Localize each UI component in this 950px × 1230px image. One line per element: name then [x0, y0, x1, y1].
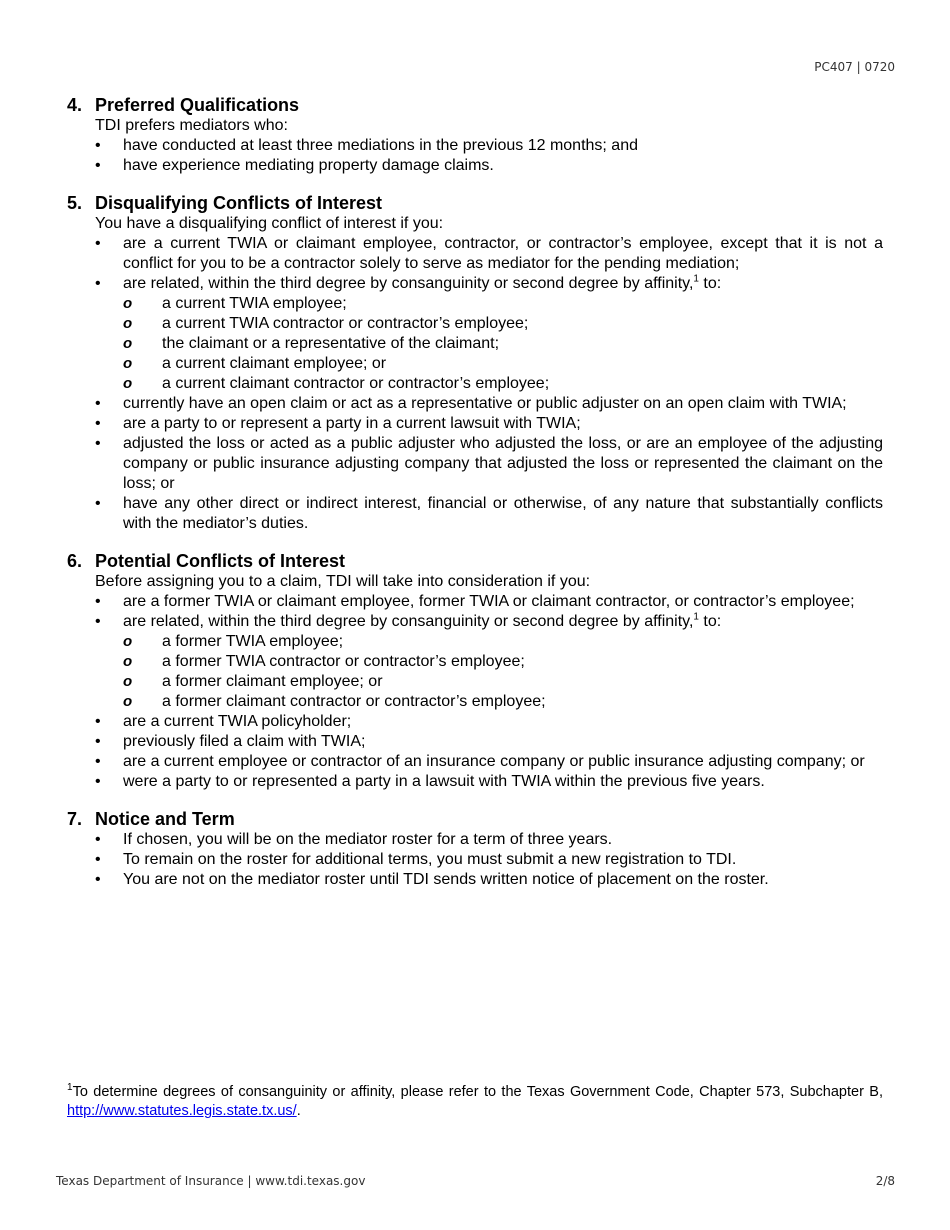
list-item	[95, 752, 883, 772]
list-item	[95, 712, 883, 732]
sub-list-item-text: a former claimant contractor or contractor’s employee;	[162, 693, 546, 710]
bullet-mark: •	[95, 415, 101, 432]
section-title: Preferred Qualifications	[95, 95, 300, 115]
footnote-ref: 1	[693, 611, 699, 623]
bullet-mark: •	[95, 713, 101, 730]
related-suffix: to:	[698, 275, 722, 292]
list-item-text: are a former TWIA or claimant employee, former TWIA or claimant contractor, or contractor’s employee;	[123, 593, 855, 610]
sub-list-item	[123, 374, 883, 394]
sub-bullet-mark: o	[123, 335, 133, 352]
section-number: 4.	[67, 95, 83, 115]
section-heading	[67, 808, 883, 830]
section-intro: Before assigning you to a claim, TDI will take into consideration if you:	[95, 573, 591, 590]
section-notice-and-term	[67, 808, 883, 890]
bullet-mark: •	[95, 871, 101, 888]
list-item-text: are a current employee or contractor of an insurance company or public insurance adjusting company; or	[123, 753, 865, 770]
sub-list-item	[123, 692, 883, 712]
page-number: 2/8	[875, 1174, 895, 1188]
section-heading	[67, 94, 883, 116]
list-item-text: adjusted the loss or acted as a public adjuster who adjusted the loss, or are an employee of the adjusting company or public insurance adjusting company that adjusted the loss or represented the claimant on the loss; or	[123, 435, 883, 492]
list-item	[95, 156, 883, 176]
list-item-text: To remain on the roster for additional terms, you must submit a new registration to TDI.	[123, 851, 737, 868]
sub-list-item-text: a current claimant contractor or contractor’s employee;	[162, 375, 550, 392]
list-item	[95, 494, 883, 534]
bullet-mark: •	[95, 831, 101, 848]
list-item	[95, 830, 883, 850]
sub-list-item-text: the claimant or a representative of the claimant;	[162, 335, 500, 352]
list-item	[95, 274, 883, 294]
sub-list-item	[123, 652, 883, 672]
section-title: Potential Conflicts of Interest	[95, 551, 346, 571]
bullet-mark: •	[95, 733, 101, 750]
list-item	[95, 234, 883, 274]
sub-bullet-mark: o	[123, 375, 133, 392]
list-item-text: are a current TWIA policyholder;	[123, 713, 352, 730]
document-body	[67, 94, 883, 906]
list-item-text	[123, 274, 721, 294]
footer-agency: Texas Department of Insurance | www.tdi.texas.gov	[56, 1174, 366, 1188]
section-number: 6.	[67, 551, 83, 571]
sub-bullet-mark: o	[123, 315, 133, 332]
sub-bullet-mark: o	[123, 693, 133, 710]
list-item-text: have conducted at least three mediations in the previous 12 months; and	[123, 137, 638, 154]
section-number: 7.	[67, 809, 83, 829]
footnote	[67, 1083, 883, 1121]
related-text: are related, within the third degree by consanguinity or second degree by affinity,	[123, 275, 694, 292]
list-item	[95, 394, 883, 414]
list-item	[95, 612, 883, 632]
section-heading	[67, 192, 883, 214]
bullet-mark: •	[95, 235, 101, 252]
sub-list-item	[123, 314, 883, 334]
bullet-list	[95, 136, 883, 176]
sub-bullet-mark: o	[123, 633, 133, 650]
sub-bullet-mark: o	[123, 355, 133, 372]
sub-list-item-text: a former TWIA employee;	[162, 633, 344, 650]
related-text: are related, within the third degree by consanguinity or second degree by affinity,	[123, 613, 694, 630]
bullet-mark: •	[95, 275, 101, 292]
bullet-mark: •	[95, 157, 101, 174]
sub-list-item-text: a current claimant employee; or	[162, 355, 387, 372]
section-disqualifying-conflicts	[67, 192, 883, 534]
list-item-text: have experience mediating property damage claims.	[123, 157, 494, 174]
list-item-text: are a current TWIA or claimant employee, contractor, or contractor’s employee, except that it is not a conflict for you to be a contractor solely to serve as mediator for the pending mediation;	[123, 235, 883, 272]
bullet-mark: •	[95, 613, 101, 630]
sub-list-item-text: a former TWIA contractor or contractor’s employee;	[162, 653, 525, 670]
statutes-link[interactable]: http://www.statutes.legis.state.tx.us/	[67, 1103, 297, 1119]
sub-list-item-text: a current TWIA employee;	[162, 295, 347, 312]
section-preferred-qualifications	[67, 94, 883, 176]
list-item	[95, 732, 883, 752]
bullet-mark: •	[95, 851, 101, 868]
list-item-text: currently have an open claim or act as a representative or public adjuster on an open claim with TWIA;	[123, 395, 847, 412]
bullet-mark: •	[95, 395, 101, 412]
sub-bullet-mark: o	[123, 673, 133, 690]
list-item	[95, 850, 883, 870]
section-potential-conflicts	[67, 550, 883, 792]
section-number: 5.	[67, 193, 83, 213]
bullet-mark: •	[95, 137, 101, 154]
bullet-mark: •	[95, 495, 101, 512]
bullet-mark: •	[95, 435, 101, 452]
sub-bullet-mark: o	[123, 295, 133, 312]
section-title: Notice and Term	[95, 809, 235, 829]
bullet-list	[95, 830, 883, 890]
bullet-mark: •	[95, 593, 101, 610]
bullet-mark: •	[95, 773, 101, 790]
footnote-text: To determine degrees of consanguinity or affinity, please refer to the Texas Government Code, Chapter 573, Subchapter B,	[72, 1084, 883, 1100]
sub-bullet-mark: o	[123, 653, 133, 670]
list-item-text: If chosen, you will be on the mediator roster for a term of three years.	[123, 831, 613, 848]
sub-list-item	[123, 334, 883, 354]
sub-list-item-text: a current TWIA contractor or contractor’s employee;	[162, 315, 529, 332]
sub-list-item	[123, 354, 883, 374]
footnote-ref: 1	[693, 273, 699, 285]
footnote-marker: 1	[67, 1082, 73, 1094]
section-heading	[67, 550, 883, 572]
section-intro: TDI prefers mediators who:	[95, 117, 288, 134]
section-intro: You have a disqualifying conflict of interest if you:	[95, 215, 444, 232]
bullet-mark: •	[95, 753, 101, 770]
list-item-text	[123, 612, 721, 632]
list-item-text: have any other direct or indirect interest, financial or otherwise, of any nature that substantially conflicts with the mediator’s duties.	[123, 495, 883, 532]
list-item	[95, 772, 883, 792]
list-item	[95, 870, 883, 890]
bullet-list	[95, 592, 883, 792]
list-item	[95, 592, 883, 612]
footnote-end: .	[296, 1103, 301, 1119]
list-item-text: You are not on the mediator roster until TDI sends written notice of placement on the roster.	[123, 871, 769, 888]
sub-list-item-text: a former claimant employee; or	[162, 673, 383, 690]
section-title: Disqualifying Conflicts of Interest	[95, 193, 383, 213]
list-item	[95, 136, 883, 156]
list-item-text: previously filed a claim with TWIA;	[123, 733, 366, 750]
related-suffix: to:	[698, 613, 722, 630]
list-item-text: are a party to or represent a party in a current lawsuit with TWIA;	[123, 415, 581, 432]
list-item-text: were a party to or represented a party in a lawsuit with TWIA within the previous five years.	[123, 773, 765, 790]
sub-list-item	[123, 632, 883, 652]
list-item	[95, 414, 883, 434]
sub-list-item	[123, 672, 883, 692]
bullet-list	[95, 234, 883, 534]
list-item	[95, 434, 883, 494]
sub-list-item	[123, 294, 883, 314]
form-code: PC407 | 0720	[814, 60, 895, 74]
